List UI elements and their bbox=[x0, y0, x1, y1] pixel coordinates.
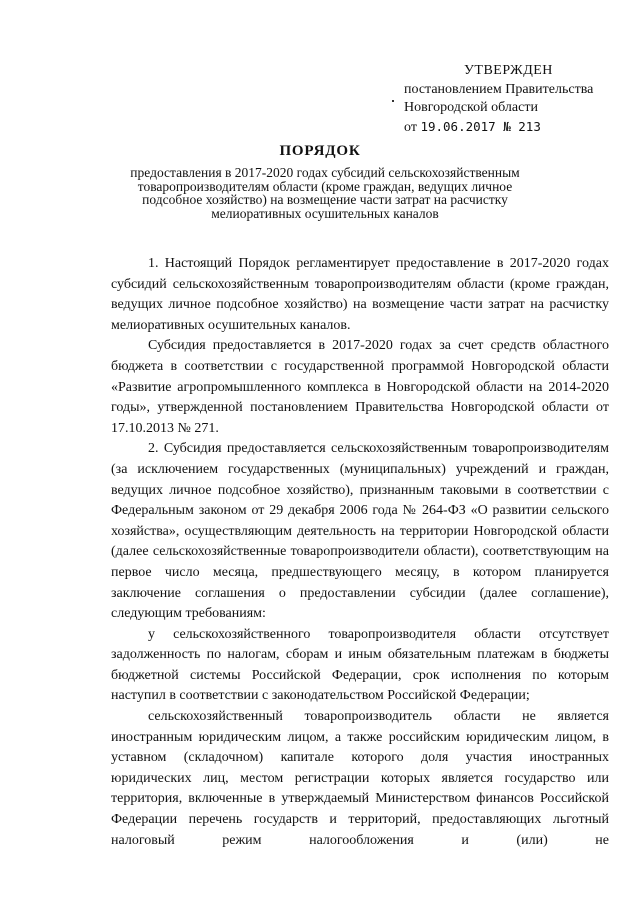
document-title: ПОРЯДОК bbox=[279, 143, 361, 159]
approval-date-line bbox=[404, 118, 593, 138]
approval-date-value: 19.06.2017 № 213 bbox=[420, 118, 541, 134]
paragraph-1: 1. Настоящий Порядок регламентирует предоставление в 2017-2020 годах субсидий сельскохозяйственным товаропроизводителям области (кроме граждан, ведущих личное подсобное хозяйство) на возмещение части затрат на расчистку мелиоративных осушительных каналов. bbox=[111, 256, 609, 333]
scan-speck bbox=[392, 100, 394, 102]
approval-line-1: постановлением Правительства bbox=[404, 81, 594, 97]
document-subtitle: предоставления в 2017-2020 годах субсидий сельскохозяйственным товаропроизводителям области (кроме граждан, ведущих личное подсобное хозяйство) на возмещение части затрат на расчистку мелиоративных осушительных каналов bbox=[130, 165, 520, 221]
paragraph-5: сельскохозяйственный товаропроизводитель области не является иностранным юридическим лицом, а также российским юридическим лицом, в уставном (складочном) капитале которого доля участия иностранных юридических лиц, местом регистрации которых является государство или территория, включенные в утверждаемый Министерством финансов Российской Федерации перечень государств и территорий, предоставляющих льготный налоговый режим налогообложения и (или) не bbox=[111, 709, 609, 848]
document-body bbox=[111, 254, 609, 851]
approval-block bbox=[404, 62, 593, 137]
paragraph-3: 2. Субсидия предоставляется сельскохозяйственным товаропроизводителям (за исключением государственных (муниципальных) учреждений и граждан, ведущих личное подсобное хозяйство), признанным таковыми в соответствии с Федеральным законом от 29 декабря 2006 года № 264-ФЗ «О развитии сельского хозяйства», осуществляющим деятельность на территории Новгородской области (далее сельскохозяйственные товаропроизводители области), соответствующим на первое число месяца, предшествующего месяцу, в котором планируется заключение соглашения о предоставлении субсидии (далее соглашение), следующим требованиям: bbox=[111, 441, 609, 622]
approval-line-2: Новгородской области bbox=[404, 100, 538, 115]
approval-date-prefix: от bbox=[404, 119, 421, 135]
paragraph-2: Субсидия предоставляется в 2017-2020 годах за счет средств областного бюджета в соответствии с государственной программой Новгородской области «Развитие агропромышленного комплекса в Новгородской области на 2014-2020 годы», утвержденной постановлением Правительства Новгородской области от 17.10.2013 № 271. bbox=[111, 338, 609, 436]
paragraph-4: у сельскохозяйственного товаропроизводителя области отсутствует задолженность по налогам, сборам и иным обязательным платежам в бюджеты бюджетной системы Российской Федерации, срок исполнения по которым наступил в соответствии с законодательством Российской Федерации; bbox=[111, 626, 609, 704]
approval-heading: УТВЕРЖДЕН bbox=[464, 63, 553, 78]
